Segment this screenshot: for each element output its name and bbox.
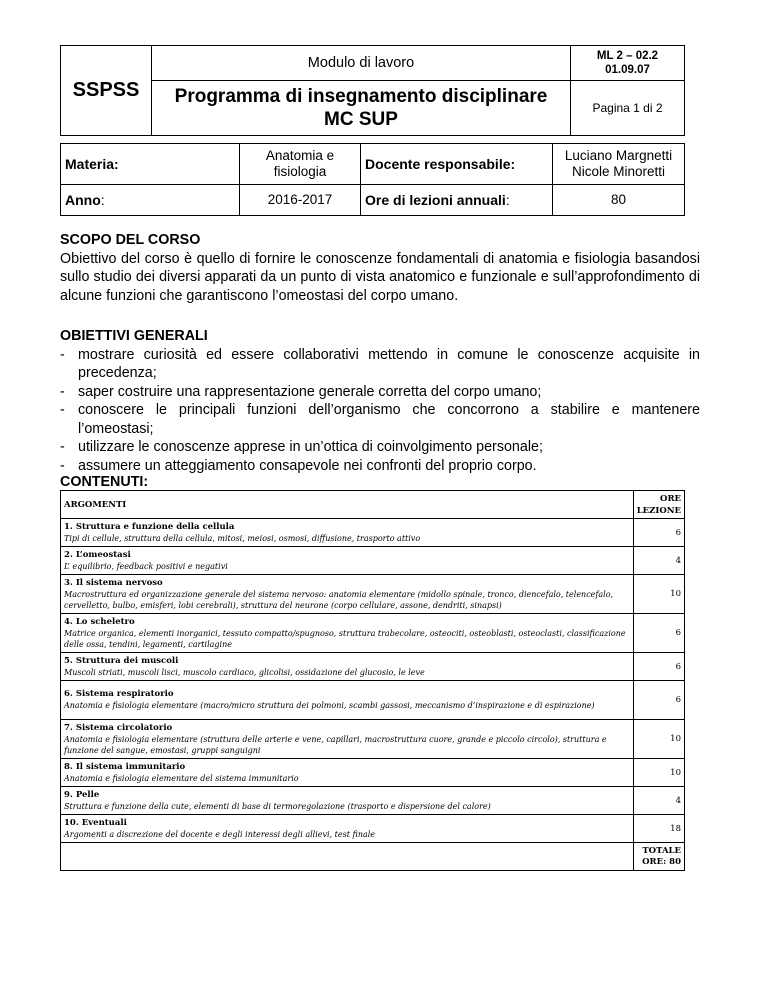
topic-cell (61, 815, 634, 843)
topic-description: Anatomia e fisiologia elementare (struttura delle arterie e vene, capillari, macrostruttura cuore, grande e piccolo circolo), struttura e funzione del sangue, emostasi, gruppi sanguigni (64, 734, 607, 755)
topic-cell (61, 681, 634, 720)
ore-label-colon: : (505, 192, 510, 208)
topic-description: Argomenti a discrezione del docente e degli interessi degli allievi, test finale (64, 829, 376, 839)
total-hours (633, 843, 684, 871)
total-value: ORE: 80 (642, 856, 681, 867)
topic-title: 10. Eventuali (64, 817, 127, 828)
list-item (60, 401, 700, 438)
page-number: Pagina 1 di 2 (571, 81, 685, 136)
column-header-ore-line1: ORE (660, 493, 681, 504)
anno-value: 2016-2017 (240, 185, 361, 216)
topic-cell (61, 519, 634, 547)
document-title (152, 81, 571, 136)
dash-bullet: - (60, 457, 65, 474)
table-row (61, 575, 685, 614)
topic-title: 8. Il sistema immunitario (64, 761, 186, 772)
table-row (61, 519, 685, 547)
hours-cell: 4 (633, 547, 684, 575)
document-code (571, 46, 685, 81)
topic-title: 5. Struttura dei muscoli (64, 655, 179, 666)
scopo-section (60, 231, 700, 305)
table-row (61, 681, 685, 720)
list-item-text: saper costruire una rappresentazione generale corretta del corpo umano; (78, 383, 542, 400)
module-label: Modulo di lavoro (152, 46, 571, 81)
topic-title: 9. Pelle (64, 789, 100, 800)
hours-cell: 6 (633, 681, 684, 720)
anno-label (61, 185, 240, 216)
table-row (61, 614, 685, 653)
anno-label-colon: : (100, 192, 105, 208)
topic-description: Struttura e funzione della cute, elementi di base di termoregolazione (trasporto e dispersione del calore) (64, 801, 491, 811)
topic-cell (61, 547, 634, 575)
obiettivi-heading: OBIETTIVI GENERALI (60, 328, 208, 344)
total-spacer-cell (61, 843, 634, 871)
document-code-number: ML 2 – 02.2 (596, 50, 659, 62)
topic-cell (61, 575, 634, 614)
dash-bullet: - (60, 439, 65, 455)
topic-title: 2. L’omeostasi (64, 549, 131, 560)
topic-cell (61, 614, 634, 653)
materia-label: Materia: (61, 144, 240, 185)
list-item (60, 346, 700, 383)
column-header-ore (633, 491, 684, 519)
ore-value: 80 (553, 185, 685, 216)
list-item-text: assumere un atteggiamento consapevole nei confronti del proprio corpo. (78, 457, 537, 474)
total-label: TOTALE (642, 845, 681, 856)
list-item-text: conoscere le principali funzioni dell’organismo che concorrono a stabilire e mantenere l’omeostasi; (78, 402, 700, 437)
topic-title: 4. Lo scheletro (64, 616, 135, 627)
topic-title: 6. Sistema respiratorio (64, 689, 174, 699)
topic-description: L’ equilibrio, feedback positivi e negativi (64, 561, 228, 571)
list-item (60, 457, 700, 476)
hours-cell: 6 (633, 653, 684, 681)
hours-cell: 10 (633, 720, 684, 759)
topic-cell (61, 720, 634, 759)
hours-cell: 6 (633, 519, 684, 547)
scopo-heading: SCOPO DEL CORSO (60, 232, 201, 248)
column-header-ore-line2: LEZIONE (636, 505, 681, 516)
school-name: SSPSS (61, 46, 152, 136)
topic-description: Macrostruttura ed organizzazione generale del sistema nervoso: anatomia elementare (midollo spinale, tronco, diencefalo, telencefalo, cervelletto, bulbo, emisferi, lobi cerebrali), struttura del neurone (corpo cellulare, assone, dendriti, sinapsi) (64, 589, 614, 610)
topic-cell (61, 653, 634, 681)
table-row (61, 547, 685, 575)
hours-cell: 18 (633, 815, 684, 843)
materia-value-line2: fisiologia (273, 164, 327, 179)
contenuti-table (60, 490, 685, 871)
column-header-argomenti: ARGOMENTI (61, 491, 634, 519)
topic-description: Muscoli striati, muscoli lisci, muscolo cardiaco, glicolisi, ossidazione del glucosio, le leve (64, 667, 425, 677)
docente-name-1: Luciano Margnetti (564, 148, 673, 163)
topic-description: Anatomia e fisiologia elementare (macro/micro struttura dei polmoni, scambi gassosi, meccanismo d’inspirazione e di espirazione) (64, 701, 595, 710)
document-code-date: 01.09.07 (605, 64, 650, 76)
materia-value-line1: Anatomia e (265, 148, 335, 163)
topic-title: 1. Struttura e funzione della cellula (64, 521, 235, 532)
hours-cell: 6 (633, 614, 684, 653)
dash-bullet: - (60, 383, 65, 400)
docente-value (553, 144, 685, 185)
total-row (61, 843, 685, 871)
dash-bullet: - (60, 346, 65, 363)
hours-cell: 10 (633, 575, 684, 614)
scopo-text: Obiettivo del corso è quello di fornire le conoscenze fondamentali di anatomia e fisiologia basandosi sullo studio dei diversi apparati da un punto di vista anatomico e funzionale e sull’approfondimento di alcune funzioni che garantiscono l’omeostasi del corpo umano. (60, 250, 700, 304)
contenuti-heading: CONTENUTI: (60, 474, 149, 490)
table-row (61, 720, 685, 759)
dash-bullet: - (60, 402, 65, 418)
hours-cell: 10 (633, 759, 684, 787)
topic-title: 7. Sistema circolatorio (64, 722, 173, 733)
ore-label (361, 185, 553, 216)
course-info-table (60, 143, 685, 216)
table-row (61, 815, 685, 843)
document-title-line2: MC SUP (324, 109, 398, 130)
list-item-text: utilizzare le conoscenze apprese in un’ottica di coinvolgimento personale; (78, 439, 543, 455)
list-item (60, 438, 700, 457)
document-header (60, 45, 685, 136)
topic-description: Anatomia e fisiologia elementare del sistema immunitario (64, 773, 299, 783)
topic-cell (61, 787, 634, 815)
list-item (60, 383, 700, 402)
table-row (61, 653, 685, 681)
docente-label: Docente responsabile: (361, 144, 553, 185)
materia-value (240, 144, 361, 185)
table-row (61, 787, 685, 815)
table-header-row (61, 491, 685, 519)
anno-label-text: Anno (65, 192, 101, 208)
obiettivi-section (60, 327, 700, 475)
topic-description: Tipi di cellule, struttura della cellula, mitosi, meiosi, osmosi, diffusione, trasporto attivo (64, 533, 421, 543)
list-item-text: mostrare curiosità ed essere collaborativi mettendo in comune le conoscenze acquisite in precedenza; (78, 346, 700, 381)
table-row (61, 759, 685, 787)
topic-cell (61, 759, 634, 787)
document-title-line1: Programma di insegnamento disciplinare (174, 86, 548, 107)
hours-cell: 4 (633, 787, 684, 815)
topic-title: 3. Il sistema nervoso (64, 577, 163, 588)
docente-name-2: Nicole Minoretti (571, 164, 666, 179)
ore-label-text: Ore di lezioni annuali (365, 192, 506, 208)
topic-description: Matrice organica, elementi inorganici, tessuto compatto/spugnoso, struttura trabecolare, osteociti, osteoblasti, osteoclasti, classificazione delle ossa, tendini, legamenti, cartilagine (64, 628, 626, 649)
obiettivi-list (60, 346, 700, 476)
